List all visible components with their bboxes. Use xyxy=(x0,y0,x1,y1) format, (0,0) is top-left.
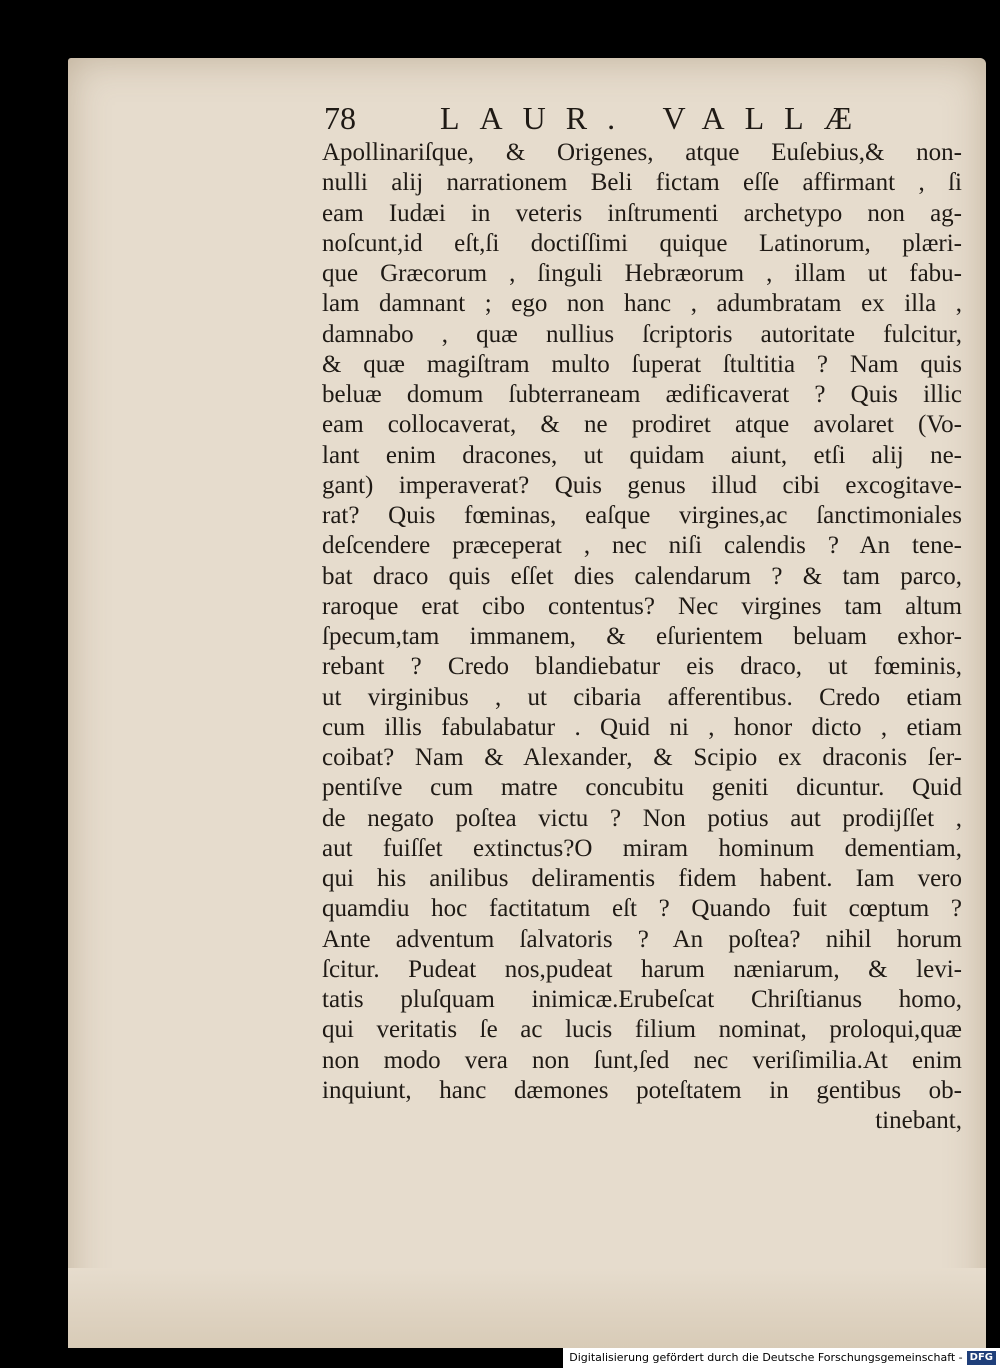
text-line: nulli alij narrationem Beli fictam eſſe affirmant , ſi xyxy=(322,169,962,197)
text-line: lam damnant ; ego non hanc , adumbratam ex illa , xyxy=(322,290,962,318)
text-line: beluæ domum ſubterraneam ædificaverat ? Quis illic xyxy=(322,381,962,408)
text-line: tinebant, xyxy=(875,1107,962,1134)
text-line: eam Iudæi in veteris inſtrumenti archetypo non ag- xyxy=(322,199,962,227)
text-line: qui his anilibus deliramentis fidem habent. Iam vero xyxy=(322,865,962,892)
text-line: Apollinariſque, & Origenes, atque Euſebius,& non- xyxy=(322,139,962,166)
text-line: qui veritatis ſe ac lucis filium nominat, proloqui,quæ xyxy=(322,1016,962,1044)
text-line: & quæ magiſtram multo ſuperat ſtultitia ? Nam quis xyxy=(322,350,962,378)
text-line: cum illis fabulabatur . Quid ni , honor dicto , etiam xyxy=(322,713,962,741)
text-line: inquiunt, hanc dæmones poteſtatem in gentibus ob- xyxy=(322,1076,962,1104)
text-line: rebant ? Credo blandiebatur eis draco, ut fœminis, xyxy=(322,653,962,681)
text-line: que Græcorum , ſinguli Hebræorum , illam ut fabu- xyxy=(322,260,962,287)
digitization-credit xyxy=(563,1348,1000,1368)
text-line: deſcendere præceperat , nec niſi calendis ? An tene- xyxy=(322,532,962,560)
text-line: de negato poſtea victu ? Non potius aut prodijſſet , xyxy=(322,804,962,832)
text-line: damnabo , quæ nullius ſcriptoris autoritate fulcitur, xyxy=(322,320,962,348)
text-line: ſpecum,tam immanem, & eſurientem beluam exhor- xyxy=(322,623,962,650)
text-line: ut virginibus , ut cibaria afferentibus. Credo etiam xyxy=(322,683,962,711)
text-line: eam collocaverat, & ne prodiret atque avolaret (Vo- xyxy=(322,411,962,439)
page-number: 78 xyxy=(324,100,356,136)
credit-text: Digitalisierung gefördert durch die Deutsche Forschungsgemeinschaft - xyxy=(569,1351,963,1364)
text-line: aut fuiſſet extinctus?O miram hominum dementiam, xyxy=(322,834,962,862)
text-line: noſcunt,id eſt,ſi doctiſſimi quique Latinorum, plæri- xyxy=(322,229,962,257)
text-line: coibat? Nam & Alexander, & Scipio ex draconis ſer- xyxy=(322,744,962,771)
body-text xyxy=(322,138,962,1136)
text-line: bat draco quis eſſet dies calendarum ? & tam parco, xyxy=(322,562,962,590)
book-page xyxy=(68,58,986,1348)
text-line: tatis pluſquam inimicæ.Erubeſcat Chriſtianus homo, xyxy=(322,986,962,1013)
page-header xyxy=(324,100,924,140)
text-line: raroque erat cibo contentus? Nec virgines tam altum xyxy=(322,592,962,620)
text-line: rat? Quis fœminas, eaſque virgines,ac ſanctimoniales xyxy=(322,502,962,529)
text-line: non modo vera non ſunt,ſed nec veriſimilia.At enim xyxy=(322,1046,962,1074)
text-line: Ante adventum ſalvatoris ? An poſtea? nihil horum xyxy=(322,925,962,953)
text-line: quamdiu hoc factitatum eſt ? Quando fuit cœptum ? xyxy=(322,895,962,923)
dfg-logo: DFG xyxy=(967,1351,996,1365)
running-head: LAUR. VALLÆ xyxy=(440,100,873,136)
page-bottom-edge xyxy=(68,1268,986,1348)
text-line: ſcitur. Pudeat nos,pudeat harum næniarum, & levi- xyxy=(322,955,962,983)
text-line: gant) imperaverat? Quis genus illud cibi excogitave- xyxy=(322,471,962,499)
text-line: pentiſve cum matre concubitu geniti dicuntur. Quid xyxy=(322,774,962,802)
text-line: lant enim dracones, ut quidam aiunt, etſi alij ne- xyxy=(322,441,962,469)
